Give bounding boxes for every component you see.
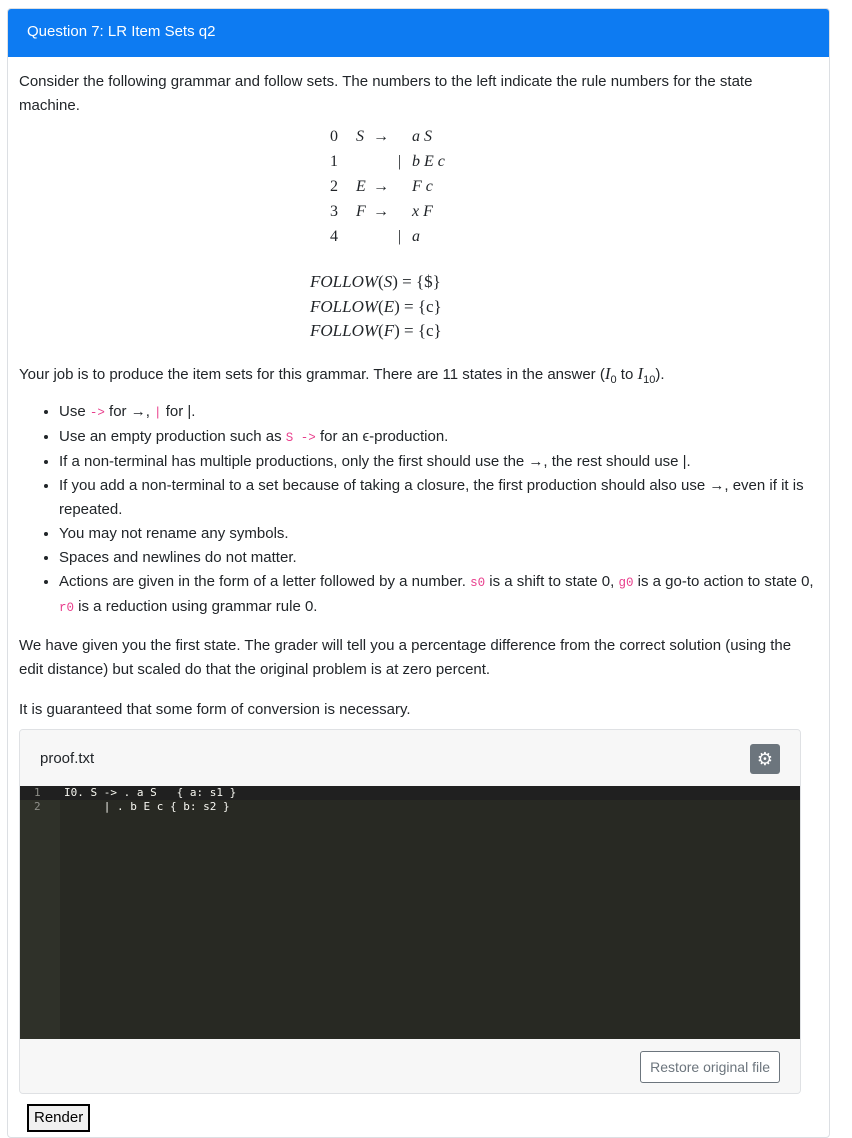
- code-line[interactable]: 1 I0. S -> . a S { a: s1 }: [20, 786, 800, 800]
- editor-card: [19, 729, 801, 1094]
- follow-set: FOLLOW(S) = {$}: [310, 272, 441, 291]
- grammar-rule: 3 F → x F: [330, 203, 433, 220]
- grammar-rule: 1 | b E c: [330, 153, 445, 170]
- editor-filename: proof.txt: [20, 730, 800, 786]
- grader-text: We have given you the first state. The grader will tell you a percentage difference from the correct solution (using the edit distance) but scaled do that the original problem is at zero percent.: [19, 637, 792, 678]
- follow-set: FOLLOW(F) = {c}: [310, 321, 442, 340]
- editor-footer: [20, 1039, 800, 1094]
- render-button[interactable]: Render: [27, 1104, 90, 1132]
- list-item: • If you add a non-terminal to a set because of taking a closure, the first production should also use →, even if it is repeated.: [59, 474, 819, 522]
- code-line[interactable]: 2 | . b E c { b: s2 }: [34, 800, 230, 813]
- guarantee-text: It is guaranteed that some form of conversion is necessary.: [19, 701, 411, 718]
- intro-text: Consider the following grammar and follow sets. The numbers to the left indicate the rule numbers for the state machine.: [19, 73, 753, 114]
- list-item: • Actions are given in the form of a letter followed by a number. s0 is a shift to state 0, g0 is a go-to action to state 0, r0 is a reduction using grammar rule 0.: [59, 570, 819, 620]
- list-item: • Spaces and newlines do not matter.: [59, 546, 819, 570]
- grammar-rule: 0 S → a S: [330, 128, 432, 145]
- job-text: Your job is to produce the item sets for this grammar. There are 11 states in the answer ($I_0$ to $I_{10}$).: [19, 364, 665, 386]
- follow-sets: [310, 270, 442, 344]
- list-item: • If a non-terminal has multiple productions, only the first should use the →, the rest should use |.: [59, 450, 819, 474]
- question-title: Question 7: LR Item Sets q2: [8, 9, 829, 57]
- gear-icon[interactable]: ⚙: [750, 744, 780, 774]
- code-editor[interactable]: [20, 786, 800, 1039]
- restore-button[interactable]: Restore original file: [640, 1051, 780, 1083]
- list-item: • You may not rename any symbols.: [59, 522, 819, 546]
- list-item: • Use an empty production such as S -> for an ϵ-production.: [59, 425, 819, 450]
- grammar-rule: 2 E → F c: [330, 178, 433, 195]
- grammar-table: [330, 128, 530, 253]
- instructions-list: [19, 400, 819, 620]
- list-item: • Use -> for →, | for |.: [59, 400, 819, 425]
- line-gutter: [20, 786, 60, 1039]
- grammar-rule: 4 | a: [330, 228, 420, 245]
- follow-set: FOLLOW(E) = {c}: [310, 296, 442, 316]
